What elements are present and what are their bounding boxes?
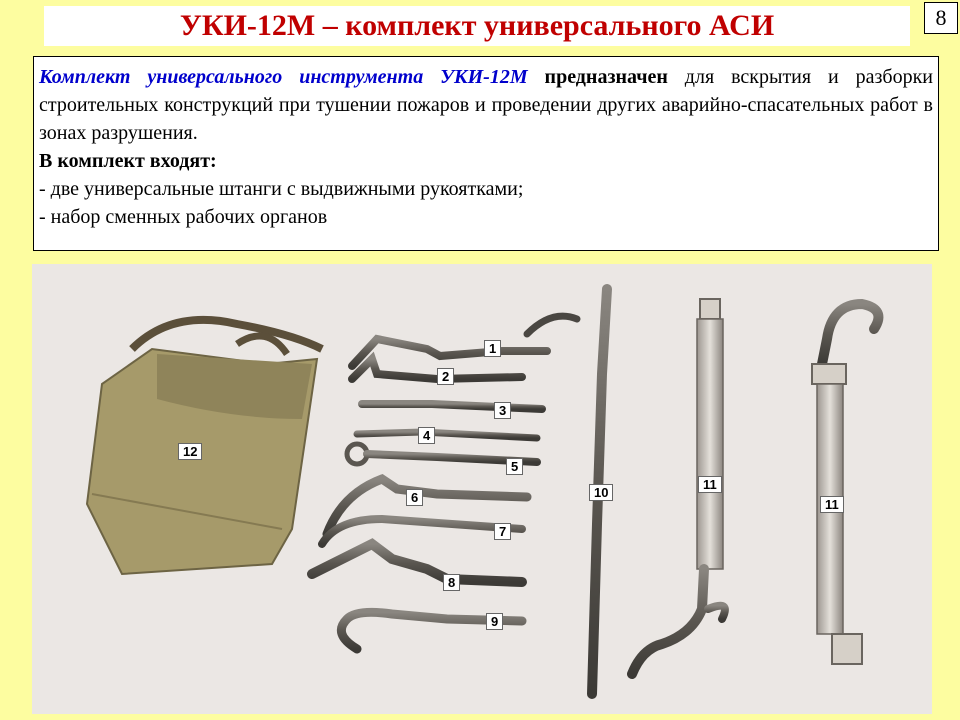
kit-item-tools: - набор сменных рабочих органов (39, 206, 328, 228)
label-bag-12: 12 (178, 443, 202, 460)
label-tool-9: 9 (486, 613, 503, 630)
purpose-word: предназначен (544, 66, 668, 88)
label-tool-11-right: 11 (820, 496, 844, 513)
kit-name: Комплект универсального инструмента УКИ-12М (39, 66, 528, 88)
label-tool-4: 4 (418, 427, 435, 444)
label-tool-11-left: 11 (698, 476, 722, 493)
tools-illustration (32, 264, 932, 714)
label-tool-8: 8 (443, 574, 460, 591)
label-tool-3: 3 (494, 402, 511, 419)
page-number: 8 (924, 2, 958, 34)
label-tool-1: 1 (484, 340, 501, 357)
tools-photo (32, 264, 932, 714)
label-tool-6: 6 (406, 489, 423, 506)
label-tool-5: 5 (506, 458, 523, 475)
label-tool-7: 7 (494, 523, 511, 540)
kit-heading: В комплект входят: (39, 150, 217, 172)
slide-title: УКИ-12М – комплект универсального АСИ (44, 6, 910, 46)
description-paragraph (39, 63, 933, 147)
label-tool-10: 10 (589, 484, 613, 501)
purpose-text: для вскрытия и разборки строительных конструкций при тушении пожаров и проведении других аварийно-спасательных работ в зонах разрушения. (39, 66, 934, 144)
kit-item-rods: - две универсальные штанги с выдвижными рукоятками; (39, 178, 524, 200)
label-tool-2: 2 (437, 368, 454, 385)
description-box (33, 56, 939, 251)
bag (87, 320, 322, 574)
